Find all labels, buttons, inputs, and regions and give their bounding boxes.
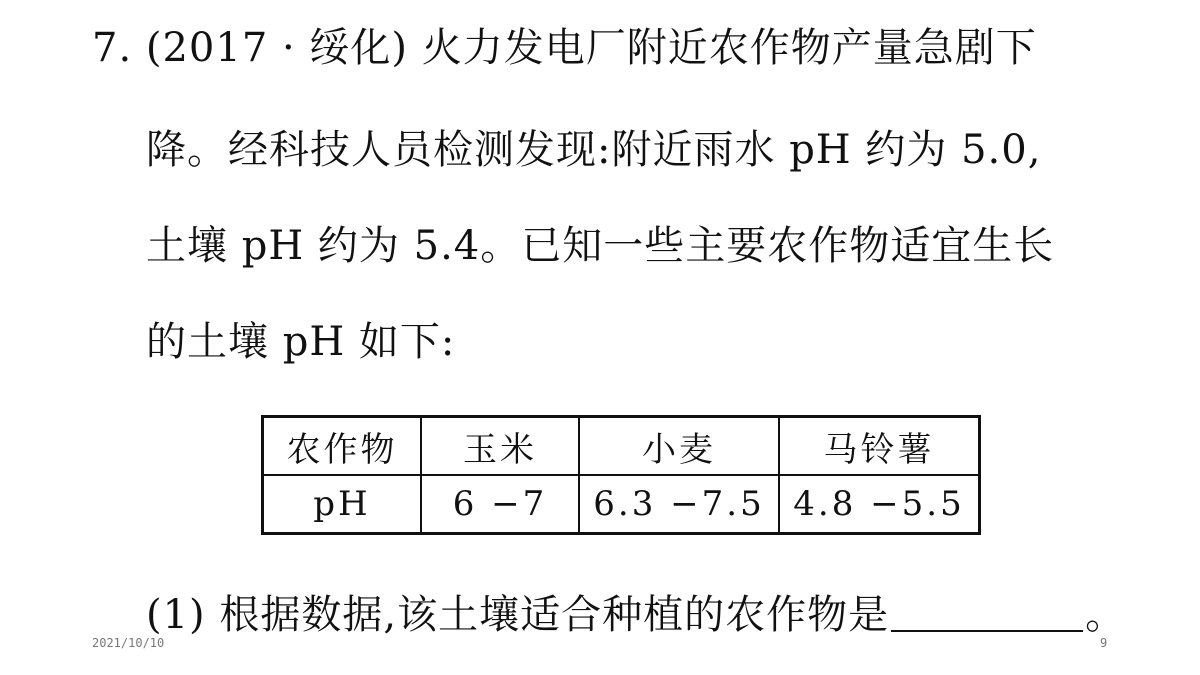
table-cell: pH [263, 475, 422, 534]
table-header-row [263, 417, 980, 476]
question-line-4: 的土壤 pH 如下: [146, 319, 456, 365]
table-header-cell: 马铃薯 [779, 417, 980, 476]
question-line-3: 土壤 pH 约为 5.4。已知一些主要农作物适宜生长 [146, 223, 1055, 269]
question-line-1: 7. (2017 · 绥化) 火力发电厂附近农作物产量急剧下 [92, 25, 1037, 71]
table-row [263, 475, 980, 534]
subquestion-1 [146, 590, 1126, 639]
table-header-cell: 小麦 [579, 417, 779, 476]
slide-number: 9 [1100, 636, 1108, 650]
answer-blank[interactable] [891, 590, 1083, 632]
subquestion-end: 。 [1085, 592, 1127, 638]
crop-ph-table [261, 415, 981, 535]
table-cell: 6 −7 [421, 475, 579, 534]
question-line-2: 降。经科技人员检测发现:附近雨水 pH 约为 5.0, [146, 127, 1042, 173]
slide-date: 2021/10/10 [92, 636, 165, 650]
table-cell: 6.3 −7.5 [579, 475, 779, 534]
table-header-cell: 玉米 [421, 417, 579, 476]
subquestion-text: (1) 根据数据,该土壤适合种植的农作物是 [146, 592, 890, 638]
table-cell: 4.8 −5.5 [779, 475, 980, 534]
table-header-cell: 农作物 [263, 417, 422, 476]
